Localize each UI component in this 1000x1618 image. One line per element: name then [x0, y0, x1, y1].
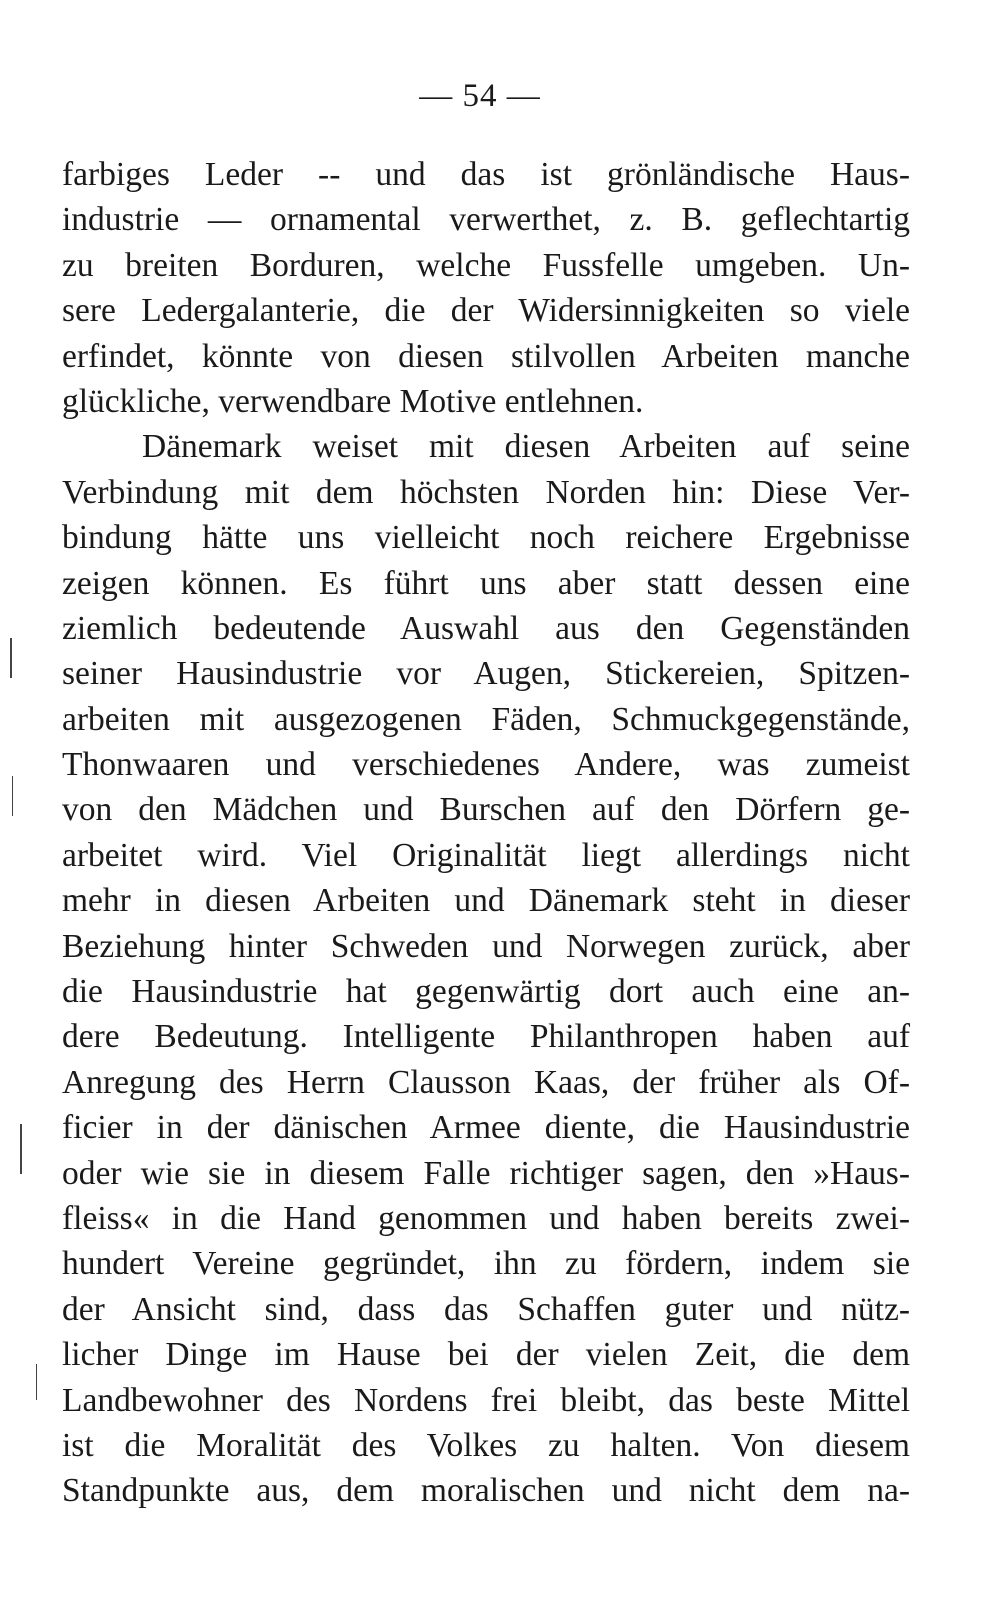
text-line: Dänemark weiset mit diesen Arbeiten auf seine — [142, 428, 910, 466]
text-line: ficier in der dänischen Armee diente, die Hausindustrie — [62, 1109, 910, 1147]
text-line: sere Ledergalanterie, die der Widersinnigkeiten so viele — [62, 292, 910, 330]
body-text — [62, 152, 910, 1514]
text-line: fleiss« in die Hand genommen und haben bereits zwei- — [62, 1199, 910, 1237]
margin-mark — [10, 638, 12, 678]
text-line: arbeitet wird. Viel Originalität liegt allerdings nicht — [62, 836, 910, 874]
text-line: hundert Vereine gegründet, ihn zu fördern, indem sie — [62, 1245, 910, 1283]
text-line: ist die Moralität des Volkes zu halten. Von diesem — [62, 1426, 910, 1464]
text-line: industrie — ornamental verwerthet, z. B. geflechtartig — [62, 201, 910, 239]
text-line: Verbindung mit dem höchsten Norden hin: Diese Ver- — [62, 473, 910, 511]
margin-mark — [20, 1124, 22, 1174]
page-number: — 54 — — [419, 78, 541, 114]
text-line: Landbewohner des Nordens frei bleibt, das beste Mittel — [62, 1381, 910, 1419]
margin-mark — [12, 776, 13, 816]
text-line: farbiges Leder -- und das ist grönländische Haus- — [62, 156, 910, 193]
text-line: ziemlich bedeutende Auswahl aus den Gegenständen — [62, 609, 910, 647]
text-line: Beziehung hinter Schweden und Norwegen zurück, aber — [62, 927, 910, 965]
text-line: seiner Hausindustrie vor Augen, Stickereien, Spitzen- — [62, 655, 910, 693]
margin-mark — [36, 1364, 37, 1400]
text-line: dere Bedeutung. Intelligente Philanthropen haben auf — [62, 1018, 910, 1056]
text-line: mehr in diesen Arbeiten und Dänemark steht in dieser — [62, 882, 910, 920]
text-line: oder wie sie in diesem Falle richtiger sagen, den »Haus- — [62, 1154, 910, 1192]
text-line: Anregung des Herrn Clausson Kaas, der früher als Of- — [62, 1063, 910, 1101]
text-line: zeigen können. Es führt uns aber statt dessen eine — [62, 564, 910, 602]
text-line: Standpunkte aus, dem moralischen und nicht dem na- — [62, 1472, 910, 1510]
text-line: licher Dinge im Hause bei der vielen Zeit, die dem — [62, 1336, 910, 1374]
text-line: glückliche, verwendbare Motive entlehnen. — [62, 382, 644, 420]
text-line: arbeiten mit ausgezogenen Fäden, Schmuckgegenstände, — [62, 700, 910, 738]
text-line: erfindet, könnte von diesen stilvollen Arbeiten manche — [62, 337, 910, 375]
text-line: die Hausindustrie hat gegenwärtig dort auch eine an- — [62, 973, 910, 1011]
text-line: von den Mädchen und Burschen auf den Dörfern ge- — [62, 791, 910, 829]
text-line: Thonwaaren und verschiedenes Andere, was zumeist — [62, 746, 910, 784]
text-line: zu breiten Borduren, welche Fussfelle umgeben. Un- — [62, 246, 910, 284]
text-line: der Ansicht sind, dass das Schaffen guter und nütz- — [62, 1290, 910, 1328]
text-line: bindung hätte uns vielleicht noch reichere Ergebnisse — [62, 519, 910, 557]
